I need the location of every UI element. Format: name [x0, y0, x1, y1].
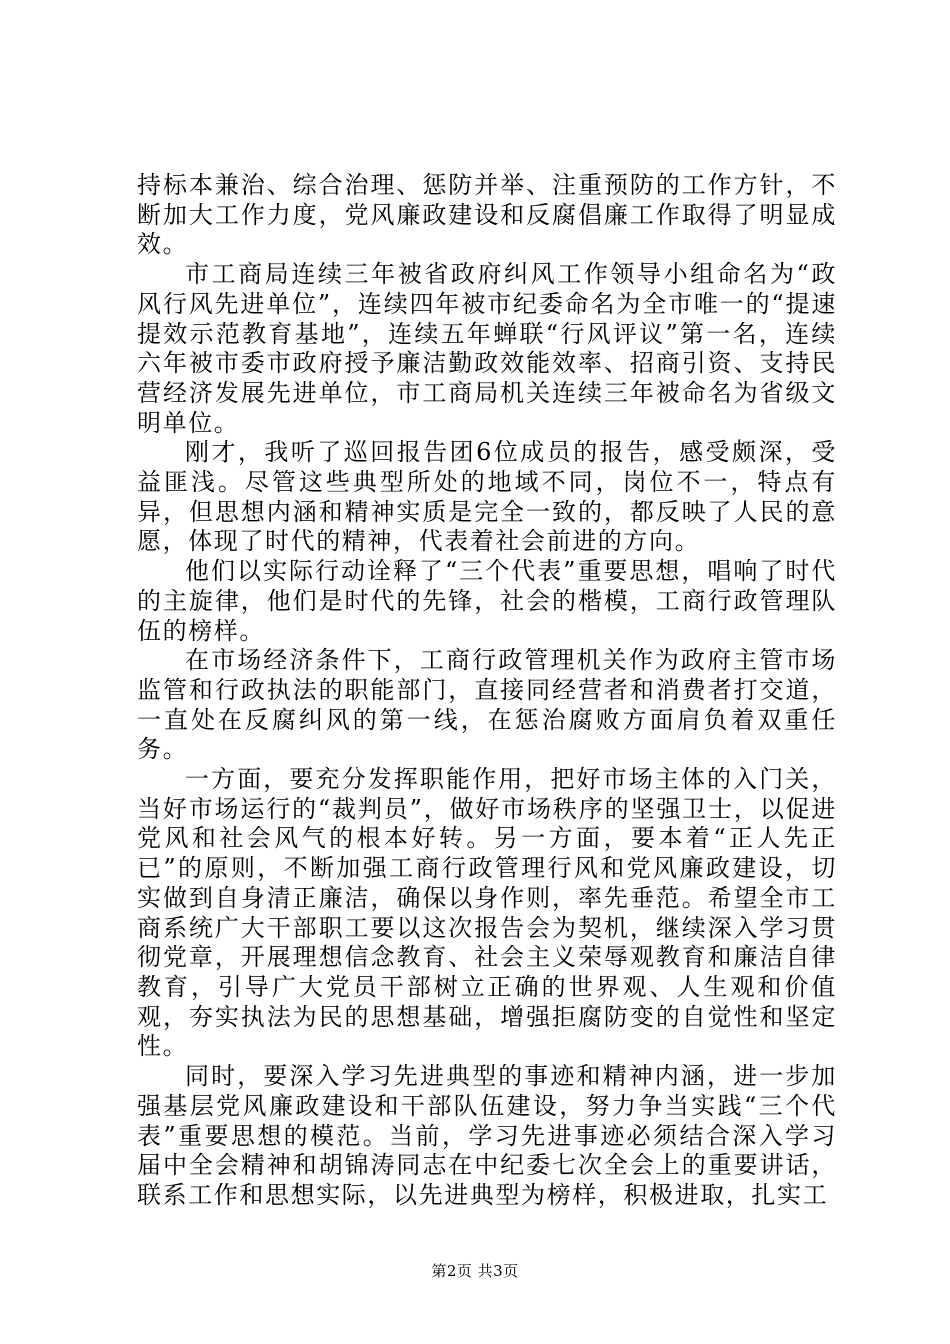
paragraph-6: 一方面，要充分发挥职能作用，把好市场主体的入门关，当好市场运行的“裁判员”，做好市场秩序的坚强卫士，以促进党风和社会风气的根本好转。另一方面，要本着“正人先正已”的原则，不断加强工商行政管理行风和党风廉政建设，切实做到自身清正廉洁，确保以身作则，率先垂范。希望全市工商系统广大干部职工要以这次报告会为契机，继续深入学习贯彻党章，开展理想信念教育、社会主义荣辱观教育和廉洁自律教育，引导广大党员干部树立正确的世界观、人生观和价值观，夯实执法为民的思想基础，增强拒腐防变的自觉性和坚定性。 — [137, 765, 837, 1061]
paragraph-1: 持标本兼治、综合治理、惩防并举、注重预防的工作方针，不断加大工作力度，党风廉政建设和反腐倡廉工作取得了明显成效。 — [137, 171, 837, 259]
paragraph-7: 同时，要深入学习先进典型的事迹和精神内涵，进一步加强基层党风廉政建设和干部队伍建设，努力争当实践“三个代表”重要思想的模范。当前，学习先进事迹必须结合深入学习届中全会精神和胡锦涛同志在中纪委七次全会上的重要讲话，联系工作和思想实际，以先进典型为榜样，积极进取，扎实工 — [137, 1062, 837, 1209]
paragraph-3: 刚才，我听了巡回报告团6位成员的报告，感受颇深，受益匪浅。尽管这些典型所处的地域不同，岗位不一，特点有异，但思想内涵和精神实质是完全一致的，都反映了人民的意愿，体现了时代的精神，代表着社会前进的方向。 — [137, 438, 837, 556]
paragraph-2: 市工商局连续三年被省政府纠风工作领导小组命名为“政风行风先进单位”，连续四年被市纪委命名为全市唯一的“提速提效示范教育基地”，连续五年蝉联“行风评议”第一名，连续六年被市委市政府授予廉洁勤政效能效率、招商引资、支持民营经济发展先进单位，市工商局机关连续三年被命名为省级文明单位。 — [137, 260, 837, 437]
paragraph-5: 在市场经济条件下，工商行政管理机关作为政府主管市场监管和行政执法的职能部门，直接同经营者和消费者打交道，一直处在反腐纠风的第一线，在惩治腐败方面肩负着双重任务。 — [137, 646, 837, 764]
page-number-footer: 第2页 共3页 — [431, 1262, 519, 1280]
document-body — [137, 171, 837, 1211]
paragraph-4: 他们以实际行动诠释了“三个代表”重要思想，唱响了时代的主旋律，他们是时代的先锋，社会的楷模，工商行政管理队伍的榜样。 — [137, 557, 837, 645]
